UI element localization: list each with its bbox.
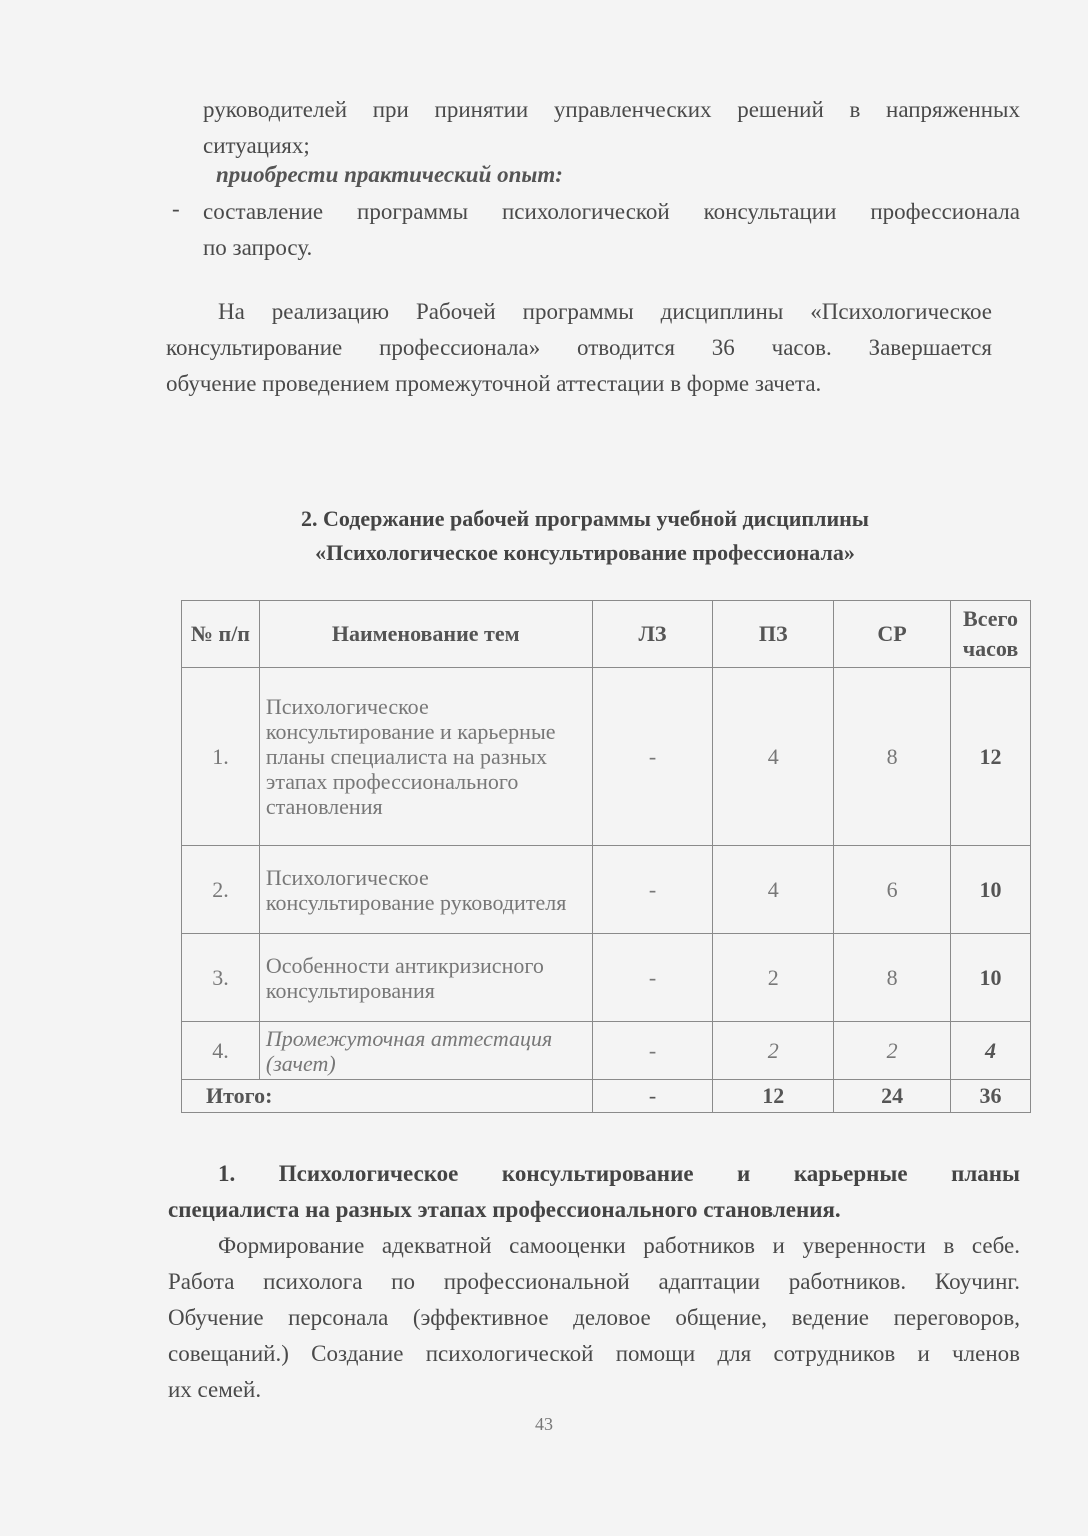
bullet-item (203, 194, 1020, 266)
row-3-sr: 8 (834, 934, 951, 1022)
topic-1-title-line-2: специалиста на разных этапах профессионального становления. (168, 1197, 841, 1222)
page-number: 43 (535, 1414, 553, 1434)
row-2-lz: - (592, 846, 713, 934)
topic-1-body-line: их семей. (168, 1377, 262, 1402)
row-4-name: Промежуточная аттестация (зачет) (259, 1022, 592, 1080)
row-1-total: 12 (951, 668, 1031, 846)
topic-1-body-line: Обучение персонала (эффективное деловое общение, ведение переговоров, (168, 1305, 1020, 1330)
header-lz: ЛЗ (592, 601, 713, 668)
row-3-name: Особенности антикризисного консультирования (259, 934, 592, 1022)
header-num: № п/п (182, 601, 260, 668)
total-label: Итого: (182, 1080, 593, 1113)
intro-line-2: консультирование профессионала» отводится 36 часов. Завершается (166, 335, 992, 360)
total-total: 36 (951, 1080, 1031, 1113)
header-sr: СР (834, 601, 951, 668)
topic-1-body-line: Работа психолога по профессиональной адаптации работников. Коучинг. (168, 1269, 1020, 1294)
topic-1-body-line: Формирование адекватной самооценки работников и уверенности в себе. (218, 1233, 1020, 1258)
intro-paragraph (166, 294, 992, 402)
row-2-pz: 4 (713, 846, 834, 934)
topic-1-title (168, 1156, 1020, 1228)
row-4-sr: 2 (834, 1022, 951, 1080)
intro-line-3: обучение проведением промежуточной аттестации в форме зачета. (166, 371, 822, 396)
total-pz: 12 (713, 1080, 834, 1113)
total-lz: - (592, 1080, 713, 1113)
section-title-line-2: «Психологическое консультирование профессионала» (315, 540, 855, 565)
table-total-row (182, 1080, 1031, 1113)
total-sr: 24 (834, 1080, 951, 1113)
row-1-name: Психологическое консультирование и карьерные планы специалиста на разных этапах профессионального становления (259, 668, 592, 846)
row-4-lz: - (592, 1022, 713, 1080)
intro-line-1: На реализацию Рабочей программы дисциплины «Психологическое (218, 299, 992, 324)
table-row (182, 934, 1031, 1022)
row-2-name: Психологическое консультирование руководителя (259, 846, 592, 934)
row-3-lz: - (592, 934, 713, 1022)
topic-1-body-line: совещаний.) Создание психологической помощи для сотрудников и членов (168, 1341, 1020, 1366)
row-1-lz: - (592, 668, 713, 846)
row-4-num: 4. (182, 1022, 260, 1080)
row-3-num: 3. (182, 934, 260, 1022)
table-row (182, 1022, 1031, 1080)
row-3-total: 10 (951, 934, 1031, 1022)
row-4-pz: 2 (713, 1022, 834, 1080)
bullet-line-1: составление программы психологической консультации профессионала (203, 199, 1020, 224)
topic-1-body (168, 1228, 1020, 1408)
row-4-total: 4 (951, 1022, 1031, 1080)
row-2-num: 2. (182, 846, 260, 934)
row-1-num: 1. (182, 668, 260, 846)
top-fragment-line-1: руководителей при принятии управленческих решений в напряженных (203, 97, 1020, 122)
header-total: Всего часов (951, 601, 1031, 668)
subheading: приобрести практический опыт: (216, 162, 563, 187)
hours-table (181, 600, 1031, 1113)
row-2-total: 10 (951, 846, 1031, 934)
row-2-sr: 6 (834, 846, 951, 934)
table-row (182, 668, 1031, 846)
table-row (182, 846, 1031, 934)
row-3-pz: 2 (713, 934, 834, 1022)
bullet-line-2: по запросу. (203, 235, 313, 260)
section-title-line-1: 2. Содержание рабочей программы учебной дисциплины (301, 506, 869, 531)
table-header-row (182, 601, 1031, 668)
top-fragment-line-2: ситуациях; (203, 133, 310, 158)
row-1-sr: 8 (834, 668, 951, 846)
topic-1-title-line-1: 1. Психологическое консультирование и карьерные планы (218, 1161, 1020, 1186)
top-fragment (203, 92, 1020, 164)
header-pz: ПЗ (713, 601, 834, 668)
section-title (150, 502, 1020, 570)
row-1-pz: 4 (713, 668, 834, 846)
bullet-dash: - (172, 196, 180, 221)
header-name: Наименование тем (259, 601, 592, 668)
